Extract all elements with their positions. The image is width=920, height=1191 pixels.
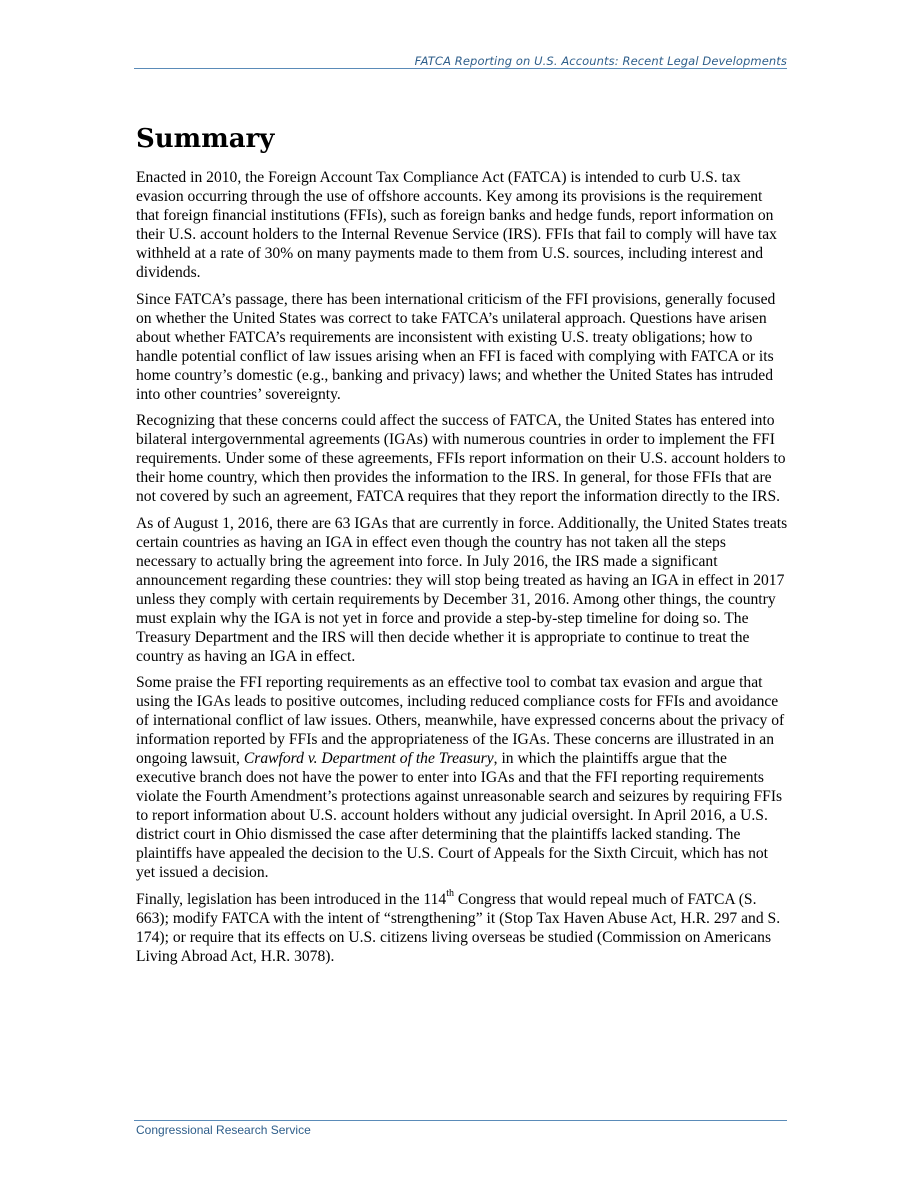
paragraph-6: [136, 890, 788, 966]
paragraph-6-text-b: Congress that would repeal much of FATCA (S. 663); modify FATCA with the intent of “strengthening” it (Stop Tax Haven Abuse Act, H.R. 297 and S. 174); or require that its effects on U.S. citizens living overseas be studied (Commission on Americans Living Abroad Act, H.R. 3078).: [136, 890, 781, 965]
header-divider: [134, 68, 787, 69]
case-name: Crawford v. Department of the Treasury: [243, 750, 494, 767]
summary-body: [136, 168, 788, 973]
paragraph-5-text-b: , in which the plaintiffs argue that the executive branch does not have the power to enter into IGAs and that the FFI reporting requirements violate the Fourth Amendment’s protections against unreasonable search and seizures by requiring FFIs to report information about U.S. account holders without any judicial oversight. In April 2016, a U.S. district court in Ohio dismissed the case after determining that the plaintiffs lacked standing. The plaintiffs have appealed the decision to the U.S. Court of Appeals for the Sixth Circuit, which has not yet issued a decision.: [136, 750, 783, 881]
footer-divider: [134, 1120, 787, 1121]
paragraph-3: Recognizing that these concerns could affect the success of FATCA, the United States has entered into bilateral intergovernmental agreements (IGAs) with numerous countries in order to implement the FFI requirements. Under some of these agreements, FFIs report information on their U.S. account holders to their home country, which then provides the information to the IRS. In general, for those FFIs that are not covered by such an agreement, FATCA requires that they report the information directly to the IRS.: [136, 412, 786, 505]
paragraph-1: Enacted in 2010, the Foreign Account Tax Compliance Act (FATCA) is intended to curb U.S. tax evasion occurring through the use of offshore accounts. Key among its provisions is the requirement that foreign financial institutions (FFIs), such as foreign banks and hedge funds, report information on their U.S. account holders to the Internal Revenue Service (IRS). FFIs that fail to comply will have tax withheld at a rate of 30% on many payments made to them from U.S. sources, including interest and dividends.: [136, 169, 777, 281]
ordinal-superscript: th: [446, 888, 455, 900]
running-header: FATCA Reporting on U.S. Accounts: Recent Legal Developments: [414, 54, 787, 68]
paragraph-2: Since FATCA’s passage, there has been international criticism of the FFI provisions, generally focused on whether the United States was correct to take FATCA’s unilateral approach. Questions have arisen about whether FATCA’s requirements are inconsistent with existing U.S. treaty obligations; how to handle potential conflict of law issues arising when an FFI is faced with complying with FATCA or its home country’s domestic (e.g., banking and privacy) laws; and whether the United States has intruded into other countries’ sovereignty.: [136, 290, 776, 403]
section-title: Summary: [136, 124, 275, 154]
paragraph-6-text-a: Finally, legislation has been introduced in the 114: [136, 890, 447, 908]
paragraph-5-text-a: Some praise the FFI reporting requirements as an effective tool to combat tax evasion and argue that using the IGAs leads to positive outcomes, including reduced compliance costs for FFIs and avoidance of international conflict of law issues. Others, meanwhile, have expressed concerns about the privacy of information reported by FFIs and the appropriateness of the IGAs. These concerns are illustrated in an ongoing lawsuit,: [136, 674, 785, 767]
footer-organization: Congressional Research Service: [136, 1123, 311, 1137]
paragraph-4: As of August 1, 2016, there are 63 IGAs that are currently in force. Additionally, the United States treats certain countries as having an IGA in effect even though the country has not taken all the steps necessary to actually bring the agreement into force. In July 2016, the IRS made a significant announcement regarding these countries: they will stop being treated as having an IGA in effect in 2017 unless they comply with certain requirements by December 31, 2016. Among other things, the country must explain why the IGA is not yet in force and provide a step-by-step timeline for doing so. The Treasury Department and the IRS will then decide whether it is appropriate to continue to treat the country as having an IGA in effect.: [136, 514, 788, 665]
paragraph-5: [136, 673, 788, 882]
